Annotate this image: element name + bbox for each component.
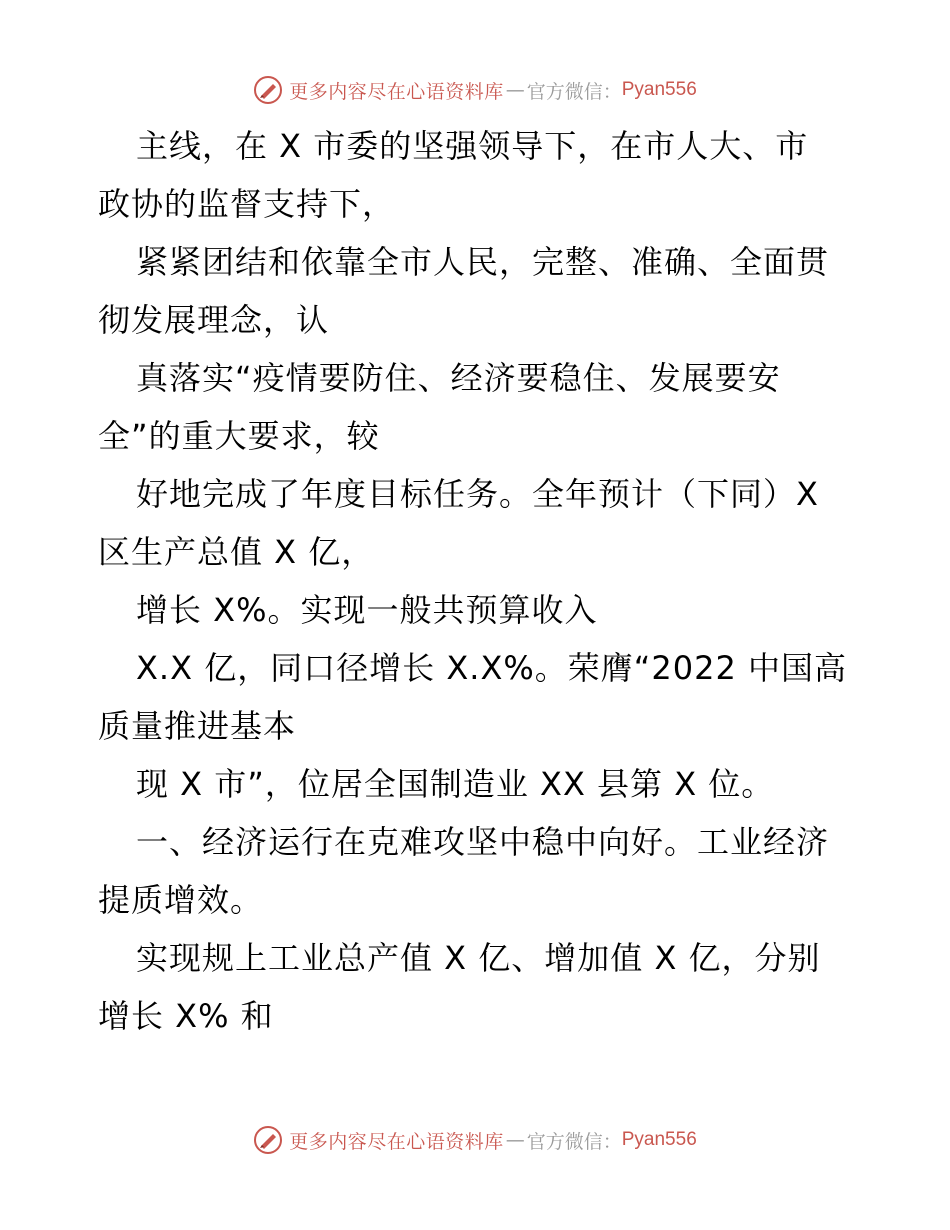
body-line: 政协的监督支持下， <box>98 185 396 223</box>
document-body <box>98 117 858 1045</box>
watermark-text: 更多内容尽在心语资料库 <box>289 80 504 103</box>
body-line: 增长 X% 和 <box>98 997 274 1035</box>
watermark-id: Pyan556 <box>621 1129 697 1150</box>
watermark-label: 官方微信： <box>526 1130 622 1153</box>
watermark-text: 更多内容尽在心语资料库 <box>289 1130 504 1153</box>
watermark-id: Pyan556 <box>621 79 697 100</box>
body-line: 增长 X%。实现一般共预算收入 <box>136 591 598 629</box>
body-line: 提质增效。 <box>98 881 264 919</box>
body-line: 一、经济运行在克难攻坚中稳中向好。工业经济 <box>136 823 830 861</box>
header-watermark <box>0 70 950 110</box>
body-line: 区生产总值 X 亿， <box>98 533 375 571</box>
body-line: 质量推进基本 <box>98 707 297 745</box>
body-line: 现 X 市”，位居全国制造业 XX 县第 X 位。 <box>136 765 775 803</box>
body-line: 好地完成了年度目标任务。全年预计（下同）X <box>136 475 819 513</box>
body-line: 真落实“疫情要防住、经济要稳住、发展要安 <box>136 359 781 397</box>
watermark-label: 官方微信： <box>526 80 622 103</box>
body-line: 彻发展理念，认 <box>98 301 330 339</box>
body-line: 紧紧团结和依靠全市人民，完整、准确、全面贯 <box>136 243 830 281</box>
body-line: 全”的重大要求，较 <box>98 417 380 455</box>
body-line: X.X 亿，同口径增长 X.X%。荣膺“2022 中国高 <box>136 649 847 687</box>
watermark-dash: — <box>505 1129 525 1151</box>
body-line: 主线，在 X 市委的坚强领导下，在市人大、市 <box>136 127 809 165</box>
quill-logo-icon <box>253 75 283 105</box>
quill-logo-icon <box>253 1125 283 1155</box>
watermark-dash: — <box>505 79 525 101</box>
body-line: 实现规上工业总产值 X 亿、增加值 X 亿，分别 <box>136 939 821 977</box>
footer-watermark <box>0 1120 950 1160</box>
